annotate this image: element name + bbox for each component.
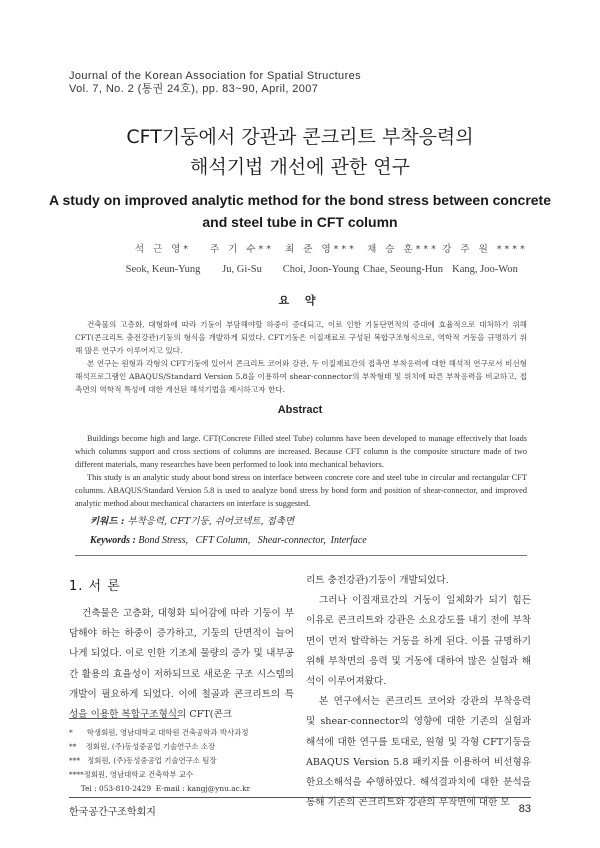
keywords bbox=[90, 512, 367, 550]
author-name-ko: 주 기 수** bbox=[209, 244, 275, 255]
abstract-ko-paragraph-1: 건축물의 고층화, 대형화에 따라 기둥이 부담해야할 하중이 증대되고, 이로 인한 기둥단면적의 증대에 효율적으로 대처하기 위해 CFT(콘크리트 충전강관)기둥의 형식을 개발하게 되었다. CFT기둥은 이질재료로 구성된 복합구조형식으로, 역학적 거동을 규명하기 위해 많은 연구가 이루어지고 있다. bbox=[75, 320, 527, 355]
keywords-english bbox=[90, 531, 367, 550]
section-1-paragraph-2: 그러나 이질재료간의 거동이 일체화가 되기 힘든 이유로 콘크리트와 강관은 소요강도를 내기 전에 부착면이 먼저 탈락하는 거동을 하게 된다. 이를 규명하기 위해 부착면의 응력 및 거동에 대하여 많은 실험과 해석이 이루어져왔다. bbox=[306, 595, 531, 688]
journal-issue: Vol. 7, No. 2 (통권 24호), pp. 83~90, April, 2007 bbox=[69, 83, 319, 95]
author-name-en: Kang, Joo-Won bbox=[452, 264, 518, 275]
author-name-ko: 석 근 영* bbox=[134, 244, 192, 255]
author-name-en: Chae, Seoung-Hun bbox=[363, 264, 443, 275]
section-1-paragraph-3: 본 연구에서는 콘크리트 코어와 강관의 부착응력 및 shear-connector의 영향에 대한 기존의 실험과 해석에 대한 연구를 토대로, 원형 및 각형 CFT기둥을 ABAQUS Version 5.8 패키지를 이용하여 비선형유한요소해석을 수행하였다. 해석결과치에 대한 분석을 통해 기존의 콘크리트와 강관의 부착면에 대한 모 bbox=[306, 696, 531, 809]
keywords-ko-label: 키워드 : bbox=[90, 516, 125, 527]
abstract-en-paragraph-2: This study is an analytic study about bond stress on interface between concrete core and steel tube in circular and rectangular CFT columns. ABAQUS/Standard Version 5.8 is used to analyze bond stress by bond form and position of shear-connector, and improved analytic method about mechanical characters on interface is suggested. bbox=[75, 473, 527, 508]
section-divider bbox=[75, 555, 527, 556]
author-5 bbox=[430, 240, 540, 280]
footnote-4: ****정회원, 영남대학교 건축학부 교수 bbox=[69, 770, 194, 779]
keywords-en-terms: Bond Stress, CFT Column, Shear-connector, Interface bbox=[138, 535, 367, 546]
author-name-en: Choi, Joon-Young bbox=[282, 264, 360, 275]
title-korean-line1: CFT기둥에서 강관과 콘크리트 부착응력의 bbox=[126, 126, 474, 148]
section-1-right-column bbox=[306, 571, 531, 813]
abstract-ko bbox=[75, 318, 527, 396]
footnote-contact: Tel : 053-810-2429 E-mail : kangj@ynu.ac.kr bbox=[69, 784, 251, 793]
section-1-paragraph-1-continued: 리트 충전강관)기둥이 개발되었다. bbox=[306, 575, 449, 586]
footer-page-number: 83 bbox=[518, 803, 531, 815]
author-name-ko: 채 승 훈*** bbox=[367, 244, 439, 255]
abstract-en bbox=[75, 432, 527, 510]
section-1-left-column bbox=[69, 604, 294, 725]
footer-society-name: 한국공간구조학회지 bbox=[69, 807, 156, 818]
footnote-2: ** 정회원, (주)동성중공업 기술연구소 소장 bbox=[69, 742, 216, 751]
author-name-ko: 최 준 영*** bbox=[285, 244, 357, 255]
title-english bbox=[40, 189, 560, 233]
section-1-heading: 1. 서 론 bbox=[69, 579, 121, 594]
author-name-en: Seok, Keun-Yung bbox=[125, 264, 201, 275]
abstract-en-paragraph-1: Buildings become high and large. CFT(Concrete Filled steel Tube) columns have been developed to manage effectively that loads which columns support and cross sections of columns are increased. Because CFT column is the composite structure made of two different materials, many researches have been performed to look into mechanical behaviors. bbox=[75, 434, 527, 469]
author-name-ko: 강 주 원 **** bbox=[442, 244, 528, 255]
keywords-ko-terms: 부착응력, CFT기둥, 쉬어코넥트, 접촉면 bbox=[127, 516, 295, 527]
keywords-en-label: Keywords : bbox=[90, 535, 136, 546]
author-name-en: Ju, Gi-Su bbox=[222, 264, 262, 275]
abstract-ko-paragraph-2: 본 연구는 원형과 각형의 CFT기둥에 있어서 콘크리트 코어와 강관, 두 이질재료간의 접촉면 부착응력에 대한 해석적 연구로서 비선형 해석프로그램인 ABAQUS/Standard Version 5.8을 이용하여 shear-connector의 부착형태 및 위치에 따른 부착응력을 비교하고, 접촉면의 역학적 특성에 대한 개선된 해석기법을 제시하고자 한다. bbox=[75, 359, 527, 394]
journal-header bbox=[69, 70, 361, 96]
footnote-1: * 학생회원, 영남대학교 대학원 건축공학과 박사과정 bbox=[69, 728, 249, 737]
author-footnotes bbox=[69, 726, 299, 796]
keywords-korean bbox=[90, 512, 367, 531]
journal-name: Journal of the Korean Association for Spatial Structures bbox=[69, 70, 362, 82]
abstract-en-heading: Abstract bbox=[277, 404, 323, 416]
footer-rule bbox=[69, 797, 531, 798]
title-english-line1: A study on improved analytic method for the bond stress between concrete bbox=[48, 192, 552, 208]
section-1-paragraph-1: 건축물은 고층화, 대형화 되어감에 따라 기둥이 부담해야 하는 하중이 증가하고, 기둥의 단면적이 늘어나게 되었다. 이로 인한 기조체 물량의 증가 및 내부공간 활용의 효율성이 저하되므로 새로운 구조 시스템의 개발이 필요하게 되었다. 이에 철골과 콘크리트의 특성을 이용한 복합구조형식의 CFT(콘크 bbox=[69, 608, 294, 721]
title-korean-line2: 해석기법 개선에 관한 연구 bbox=[189, 156, 410, 178]
footnote-rule bbox=[69, 718, 179, 719]
abstract-ko-heading: 요 약 bbox=[278, 294, 322, 307]
title-english-line2: and steel tube in CFT column bbox=[202, 214, 398, 230]
footnote-3: *** 정회원, (주)동성중공업 기술연구소 팀장 bbox=[69, 756, 217, 765]
